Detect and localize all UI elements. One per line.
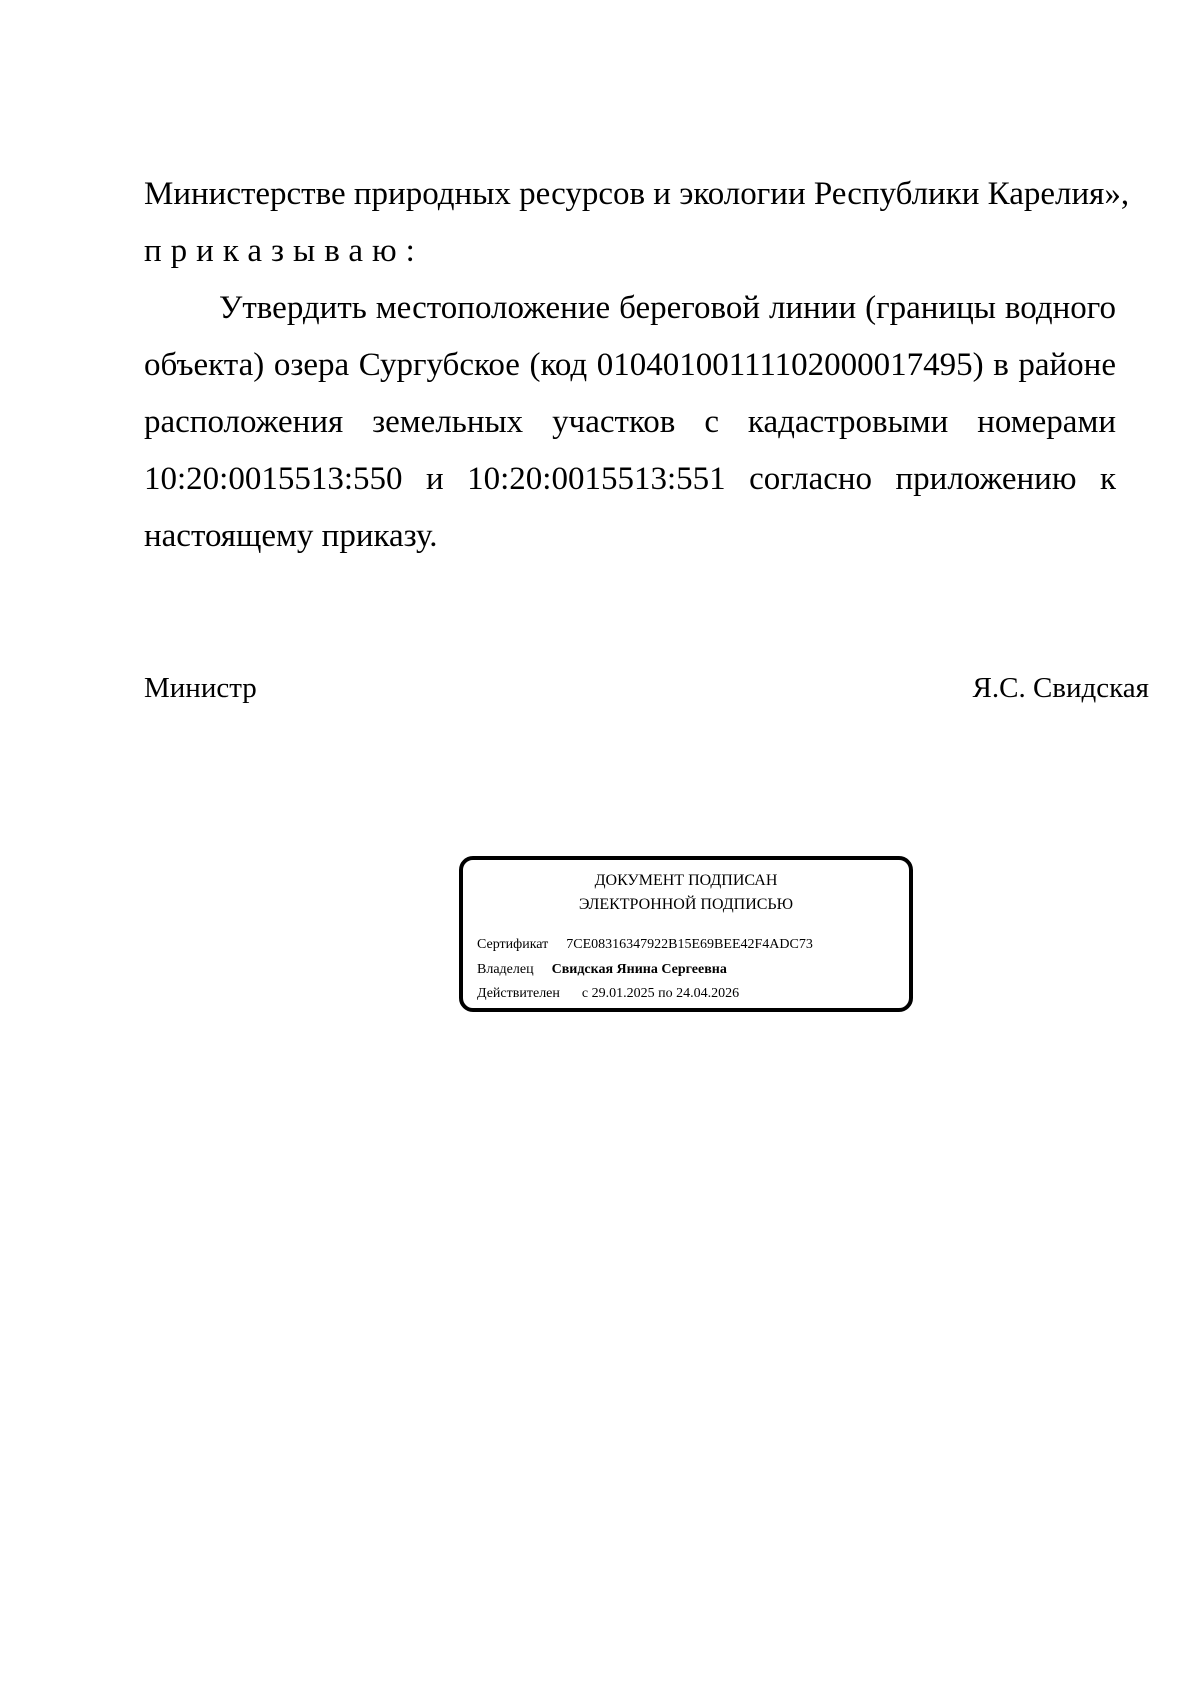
- stamp-title: [463, 869, 909, 917]
- stamp-title-line-1: ДОКУМЕНТ ПОДПИСАН: [594, 872, 778, 889]
- order-word: приказываю:: [144, 233, 424, 269]
- stamp-certificate-row: [477, 935, 813, 955]
- paragraph-order-text: Утвердить местоположение береговой линии (границы водного объекта) озера Сургубское (код 01040100111102000017495) в районе расположения земельных участков с кадастровыми номерами 10:20:0015513:550 и 10:20:0015513:551 согласно приложению к настоящему приказу.: [144, 290, 1116, 554]
- document-body: [144, 166, 1130, 565]
- signer-name: Я.С. Свидская: [972, 672, 1149, 704]
- signer-position: Министр: [144, 672, 257, 704]
- valid-value: с 29.01.2025 по 24.04.2026: [581, 986, 740, 1001]
- paragraph-ministry: Министерстве природных ресурсов и экологии Республики Карелия»,: [144, 176, 1130, 212]
- owner-label: Владелец: [477, 962, 534, 977]
- certificate-value: 7CE08316347922B15E69BEE42F4ADC73: [566, 937, 813, 952]
- electronic-signature-stamp: [459, 856, 913, 1012]
- owner-value: Свидская Янина Сергеевна: [551, 962, 727, 977]
- stamp-title-line-2: ЭЛЕКТРОННОЙ ПОДПИСЬЮ: [578, 896, 794, 913]
- stamp-validity-row: [477, 984, 739, 1004]
- certificate-label: Сертификат: [477, 937, 549, 952]
- stamp-owner-row: [477, 960, 727, 980]
- valid-label: Действителен: [477, 986, 560, 1001]
